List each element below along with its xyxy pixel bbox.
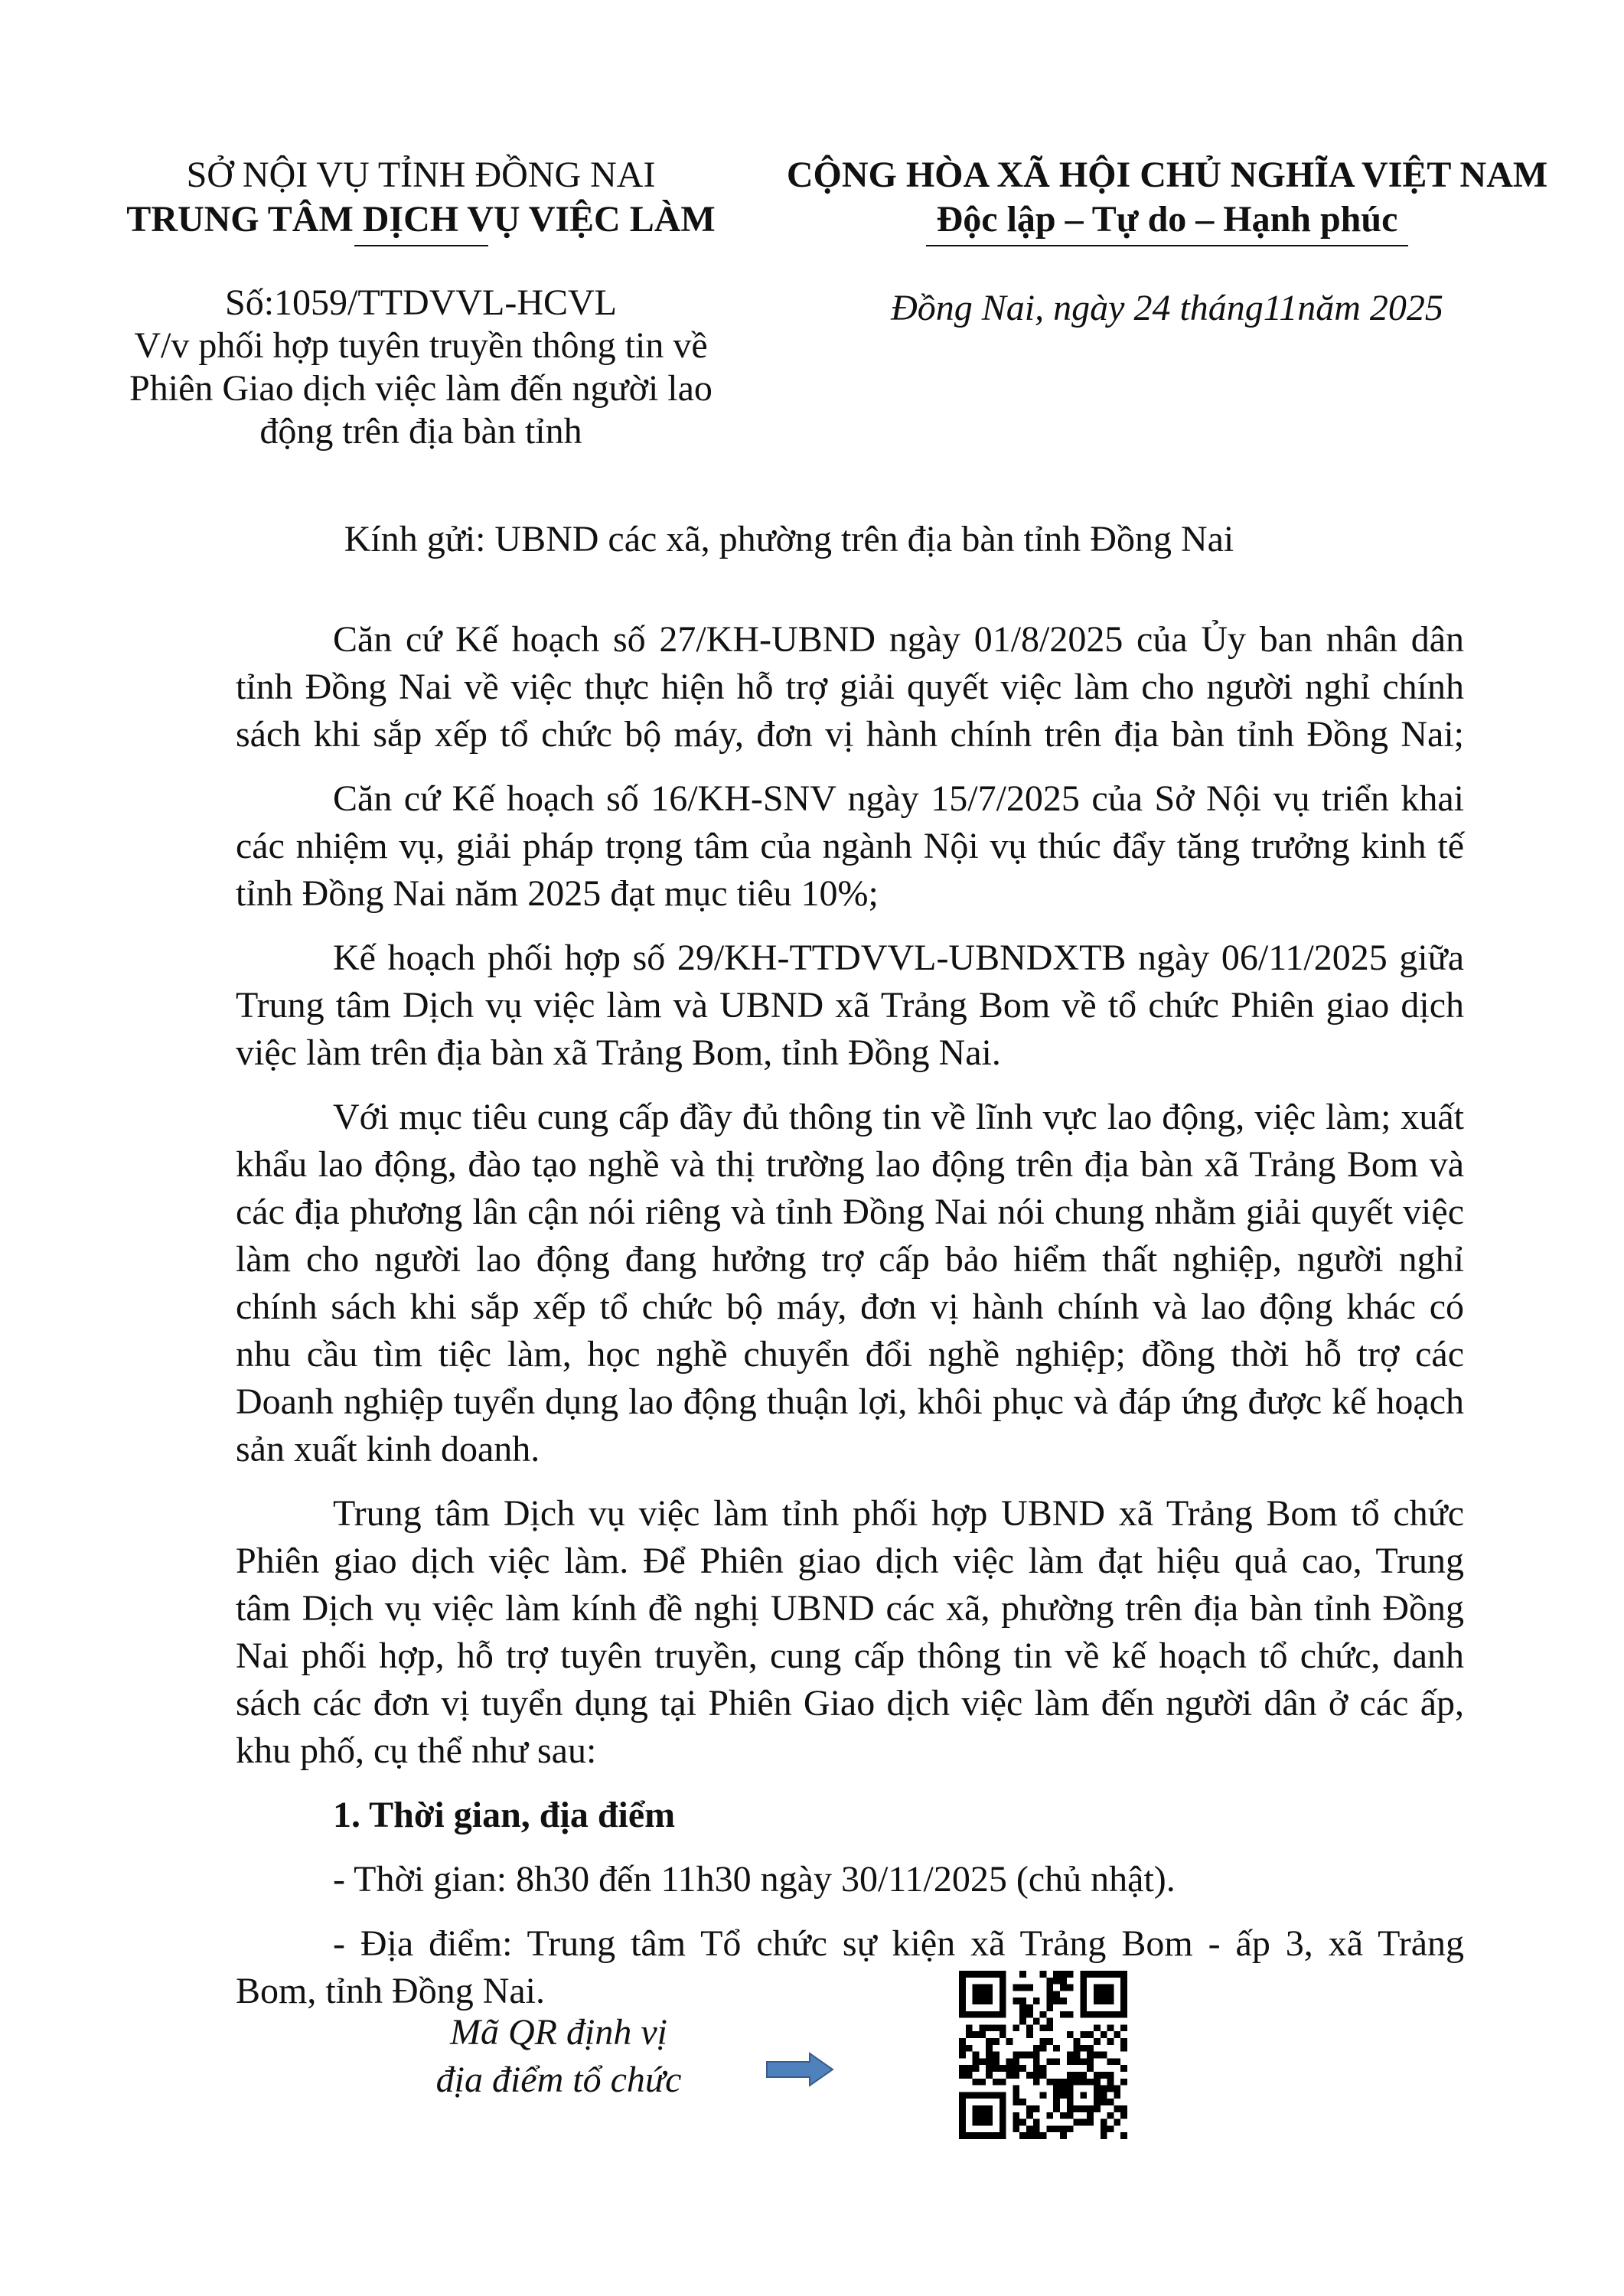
recipient-line: Kính gửi: UBND các xã, phường trên địa bàn tỉnh Đồng Nai — [344, 519, 1234, 559]
date-day: 24 — [1133, 288, 1171, 328]
agency-name: TRUNG TÂM DỊCH VỤ VIỆC LÀM — [126, 199, 716, 240]
subject-line: động trên địa bàn tỉnh — [259, 411, 582, 452]
subject-line: V/v phối hợp tuyên truyền thông tin về — [134, 325, 708, 366]
doc-no-value: 1059/TTDVVL-HCVL — [274, 282, 617, 323]
paragraph-3: Kế hoạch phối hợp số 29/KH-TTDVVL-UBNDXTB ngày 06/11/2025 giữa Trung tâm Dịch vụ việc làm và UBND xã Trảng Bom về tổ chức Phiên giao dịch việc làm trên địa bàn xã Trảng Bom, tỉnh Đồng Nai. — [236, 938, 1464, 1073]
agency-underline — [354, 245, 488, 246]
paragraph-4: Với mục tiêu cung cấp đầy đủ thông tin về lĩnh vực lao động, việc làm; xuất khẩu lao động, đào tạo nghề và thị trường lao động trên địa bàn xã Trảng Bom và các địa phương lân cận nói riêng và tỉnh Đồng Nai nói chung nhằm giải quyết việc làm cho người lao động đang hưởng trợ cấp bảo hiểm thất nghiệp, người nghỉ chính sách khi sắp xếp tổ chức bộ máy, đơn vị hành chính và lao động khác có nhu cầu tìm tiệc làm, học nghề chuyển đổi nghề nghiệp; đồng thời hỗ trợ các Doanh nghiệp tuyển dụng lao động thuận lợi, khôi phục và đáp ứng được kế hoạch sản xuất kinh doanh. — [236, 1097, 1464, 1469]
paragraph-2: Căn cứ Kế hoạch số 16/KH-SNV ngày 15/7/2025 của Sở Nội vụ triển khai các nhiệm vụ, giải pháp trọng tâm của ngành Nội vụ thúc đẩy tăng trưởng kinh tế tỉnh Đồng Nai năm 2025 đạt mục tiêu 10%; — [236, 778, 1464, 914]
document-date — [781, 287, 1554, 330]
section-heading: 1. Thời gian, địa điểm — [333, 1795, 676, 1835]
date-month-label: tháng — [1179, 288, 1264, 328]
time-line: - Thời gian: 8h30 đến 11h30 ngày 30/11/2025 (chủ nhật). — [333, 1859, 1176, 1900]
doc-no-label: Số: — [225, 282, 275, 323]
qr-caption: Mã QR định vị địa điểm tổ chức — [435, 2012, 682, 2100]
document-number — [115, 282, 727, 325]
national-block — [781, 153, 1554, 246]
date-year: năm 2025 — [1297, 288, 1443, 328]
date-prefix: Đồng Nai, ngày — [891, 288, 1125, 328]
paragraph-5: Trung tâm Dịch vụ việc làm tỉnh phối hợp UBND xã Trảng Bom tổ chức Phiên giao dịch việc làm. Để Phiên giao dịch việc làm đạt hiệu quả cao, Trung tâm Dịch vụ việc làm kính đề nghị UBND các xã, phường trên địa bàn tỉnh Đồng Nai phối hợp, hỗ trợ tuyên truyền, cung cấp thông tin về kế hoạch tổ chức, danh sách các đơn vị tuyển dụng tại Phiên Giao dịch việc làm đến người dân ở các ấp, khu phố, cụ thể như sau: — [236, 1493, 1464, 1771]
qr-code[interactable] — [959, 1971, 1127, 2139]
agency-parent: SỞ NỘI VỤ TỈNH ĐỒNG NAI — [186, 155, 656, 195]
paragraph-1: Căn cứ Kế hoạch số 27/KH-UBND ngày 01/8/2025 của Ủy ban nhân dân tỉnh Đồng Nai về việc thực hiện hỗ trợ giải quyết việc làm cho người nghỉ chính sách khi sắp xếp tổ chức bộ máy, đơn vị hành chính trên địa bàn tỉnh Đồng Nai; — [236, 619, 1464, 755]
country-name: CỘNG HÒA XÃ HỘI CHỦ NGHĨA VIỆT NAM — [786, 155, 1548, 195]
subject-line: Phiên Giao dịch việc làm đến người lao — [129, 368, 713, 409]
document-subject — [115, 325, 727, 453]
motto-underline — [926, 245, 1408, 246]
document-body — [236, 616, 1464, 2032]
date-month: 11 — [1263, 288, 1298, 328]
location-line: - Địa điểm: Trung tâm Tổ chức sự kiện xã Trảng Bom - ấp 3, xã Trảng Bom, tỉnh Đồng Nai. — [236, 1923, 1464, 2011]
right-arrow-icon — [765, 2051, 834, 2088]
motto: Độc lập – Tự do – Hạnh phúc — [936, 199, 1398, 240]
agency-block — [115, 153, 727, 246]
